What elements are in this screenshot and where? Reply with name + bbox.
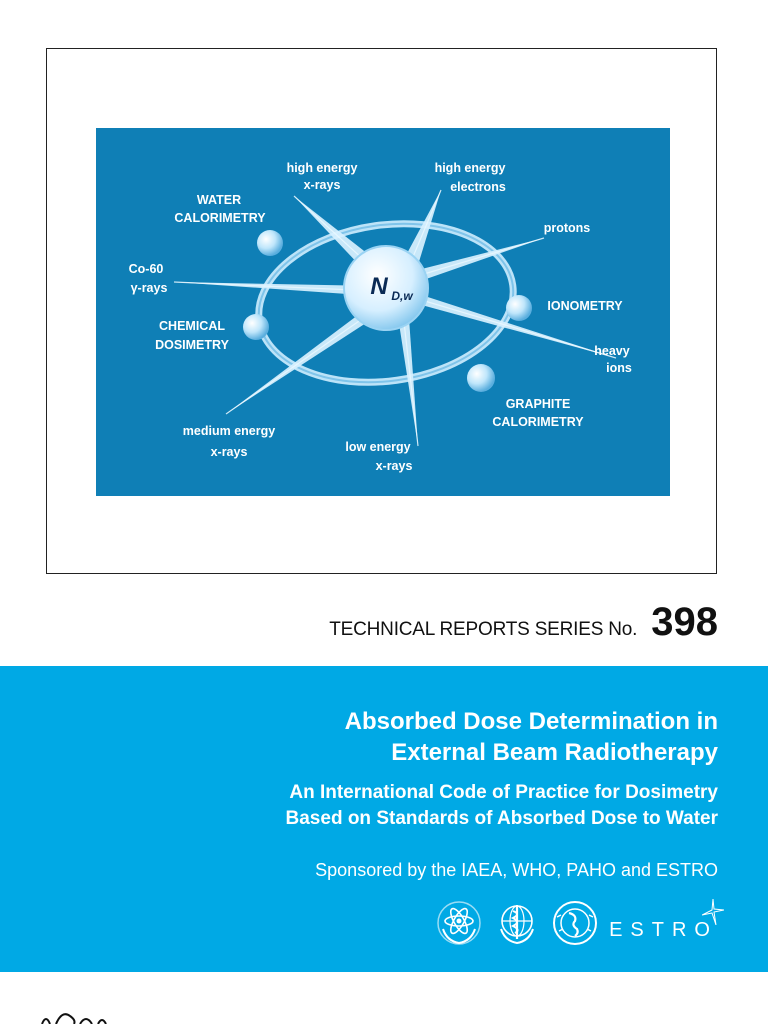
cover-figure (96, 128, 670, 496)
label-water-calorimetry-1: WATER (196, 193, 242, 207)
label-low-energy-1: low energy (345, 440, 411, 454)
label-water-calorimetry-2: CALORIMETRY (174, 211, 266, 225)
subtitle-line-1: An International Code of Practice for Dosimetry (289, 782, 718, 803)
label-heavy-ions-1: heavy (594, 344, 630, 358)
series-number: 398 (651, 600, 718, 644)
label-low-energy-2: x-rays (375, 459, 413, 473)
iaea-emblem-icon (36, 1008, 116, 1024)
title-band (0, 666, 768, 972)
label-co60-1: Co-60 (128, 262, 164, 276)
label-high-energy-xrays-1: high energy (286, 161, 358, 175)
who-logo-icon (493, 899, 541, 947)
label-chemical-1: CHEMICAL (159, 319, 225, 333)
label-medium-energy-1: medium energy (182, 424, 276, 438)
label-graphite-2: CALORIMETRY (492, 415, 584, 429)
sponsor-logos (435, 898, 718, 948)
label-graphite-1: GRAPHITE (505, 397, 571, 411)
series-line (329, 600, 718, 642)
label-chemical-2: DOSIMETRY (155, 338, 229, 352)
title-line-2: External Beam Radiotherapy (391, 739, 718, 766)
sphere-chemical-dosimetry (243, 314, 269, 340)
label-high-energy-xrays-2: x-rays (303, 178, 341, 192)
paho-logo-icon (551, 899, 599, 947)
dosimetry-diagram (96, 128, 670, 496)
label-high-energy-electrons-1: high energy (434, 161, 506, 175)
label-heavy-ions-2: ions (606, 361, 632, 375)
label-high-energy-electrons-2: electrons (450, 180, 506, 194)
estro-wordmark: ESTRO (609, 918, 718, 941)
sphere-graphite-calorimetry (467, 364, 495, 392)
series-label: TECHNICAL REPORTS SERIES No. (329, 619, 638, 640)
report-subtitle (158, 780, 718, 832)
report-title (198, 706, 718, 768)
sphere-water-calorimetry (257, 230, 283, 256)
title-line-1: Absorbed Dose Determination in (344, 708, 718, 735)
subtitle-line-2: Based on Standards of Absorbed Dose to Water (285, 808, 718, 829)
label-co60-2: γ-rays (130, 281, 168, 295)
iaea-logo-icon (435, 899, 483, 947)
center-symbol: N (370, 273, 388, 300)
label-protons: protons (543, 221, 591, 235)
label-ionometry: IONOMETRY (547, 299, 623, 313)
sphere-ionometry (506, 295, 532, 321)
estro-star-icon (702, 899, 724, 925)
estro-logo (609, 899, 718, 947)
sponsor-line: Sponsored by the IAEA, WHO, PAHO and ESTRO (315, 860, 718, 880)
center-subscript: D,w (391, 289, 413, 303)
label-medium-energy-2: x-rays (210, 445, 248, 459)
